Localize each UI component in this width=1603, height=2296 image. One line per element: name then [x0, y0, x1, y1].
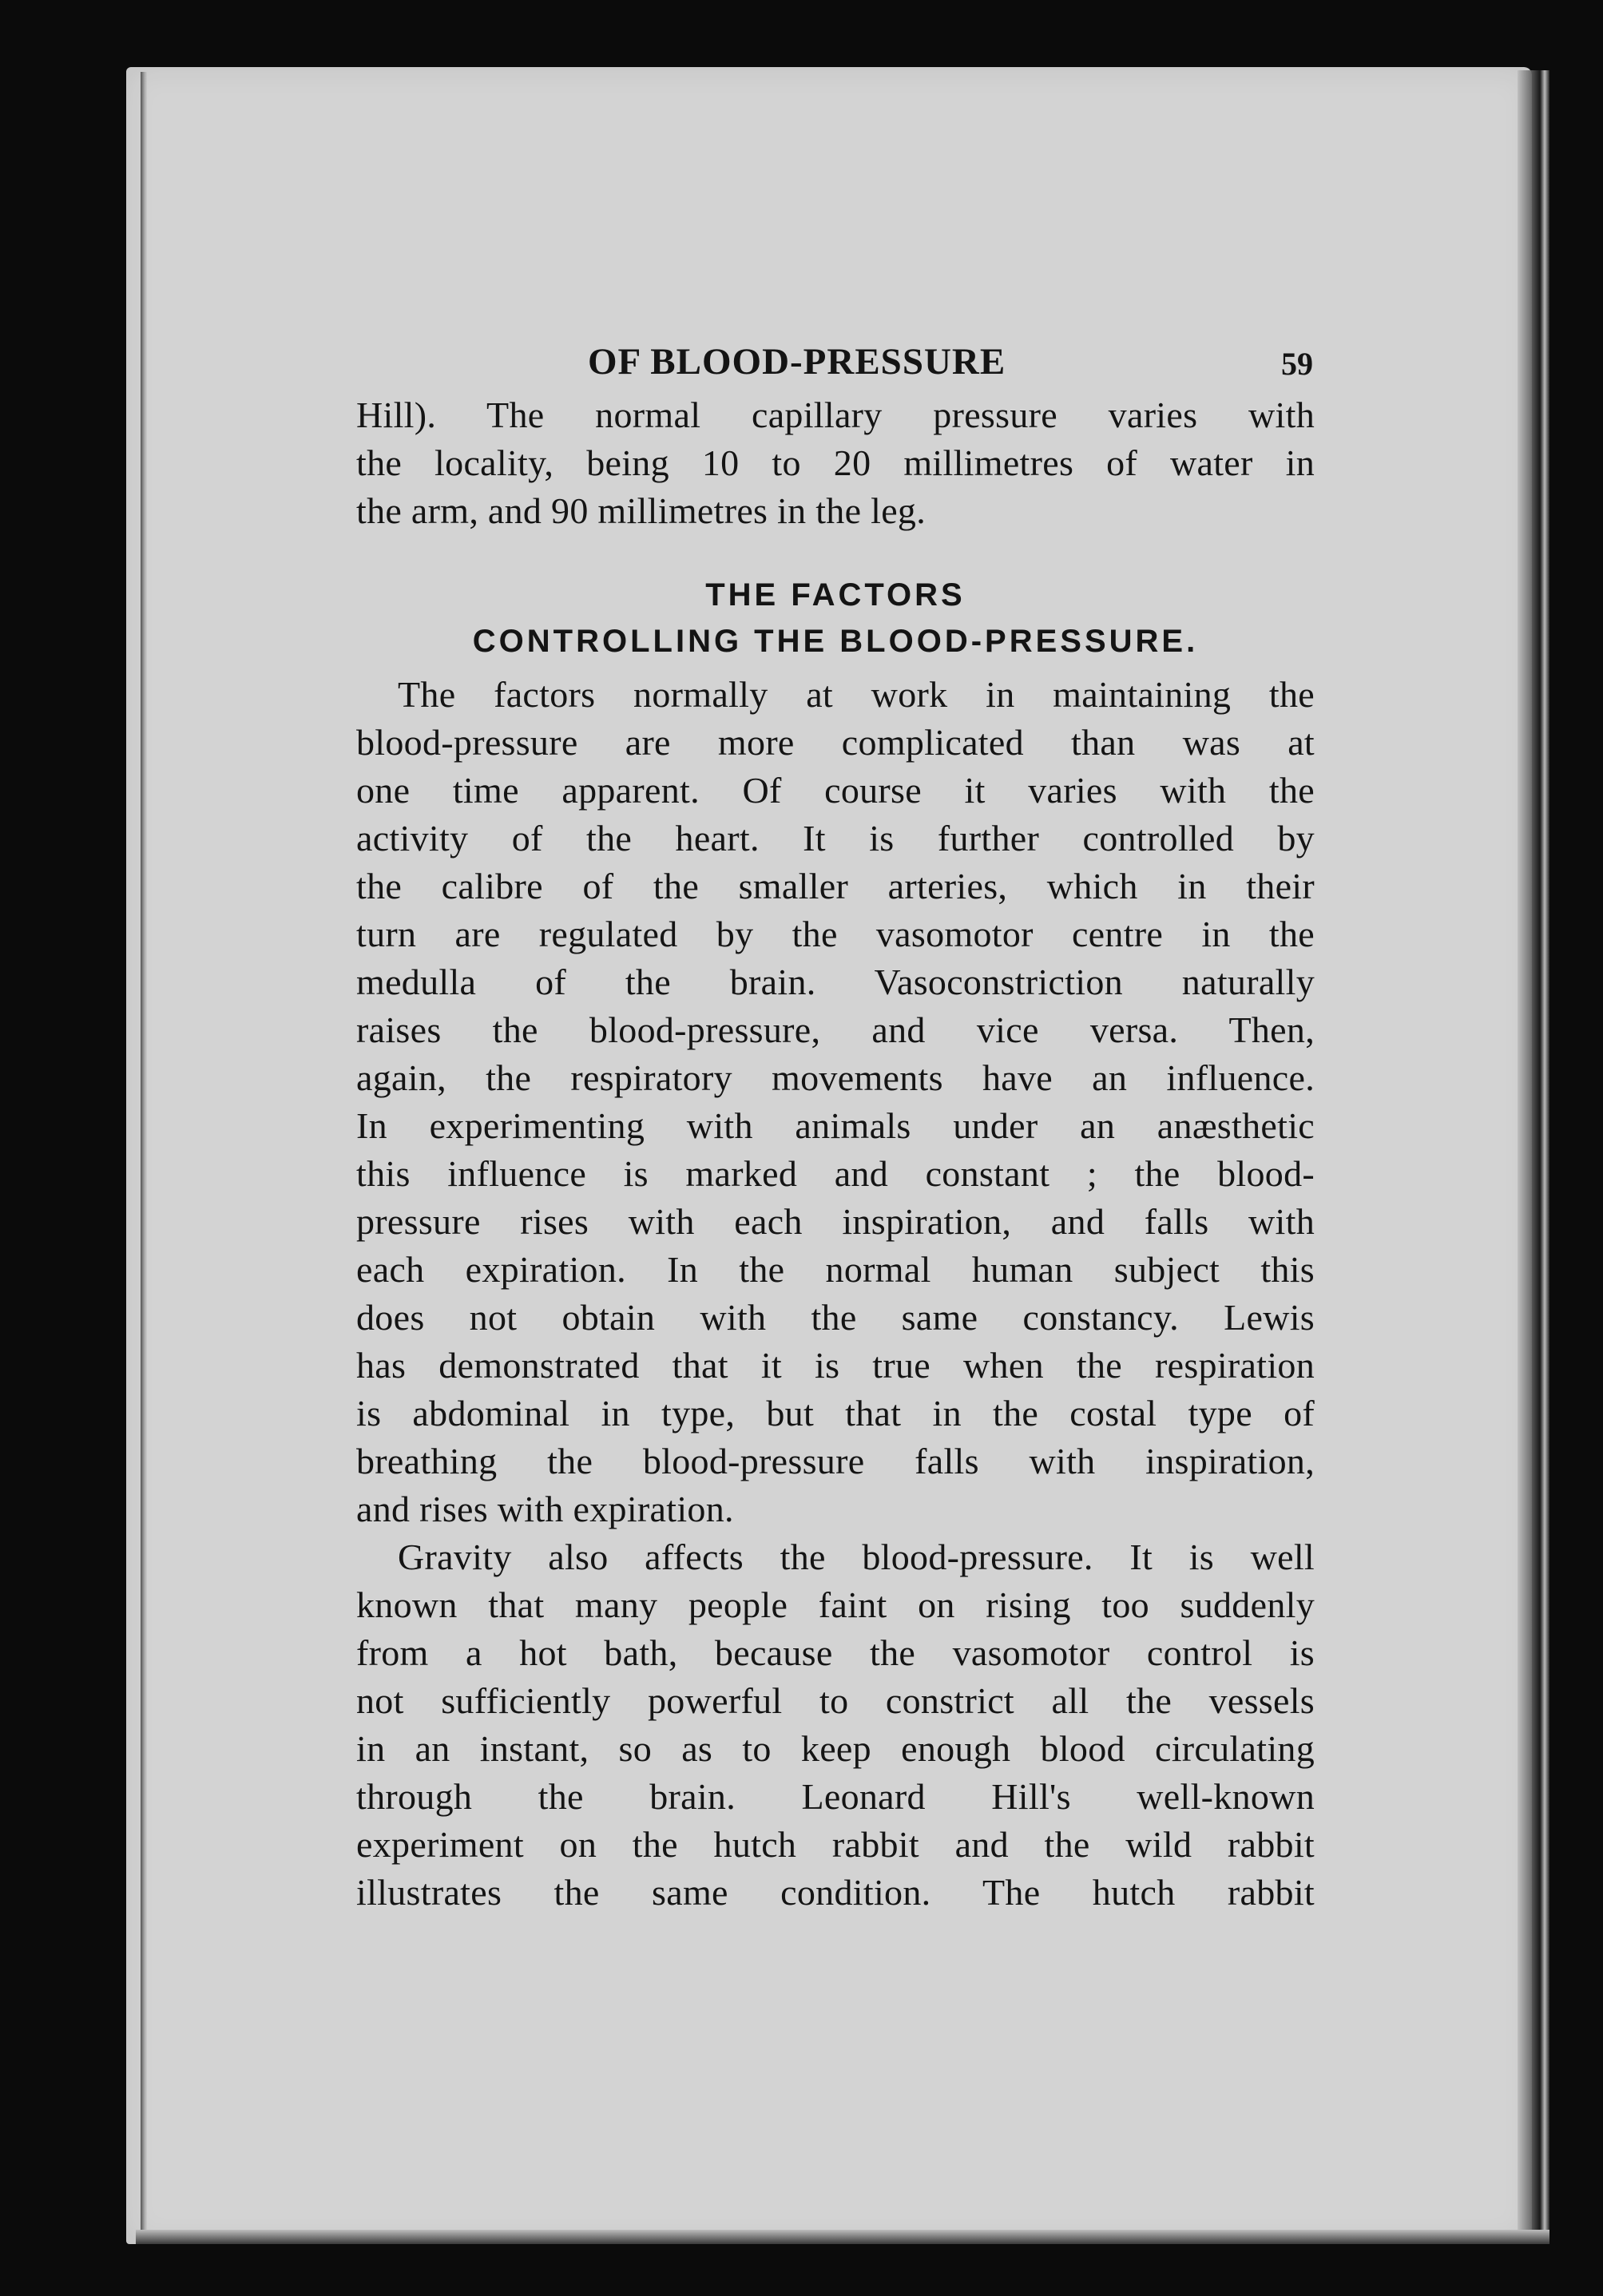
- text-line: illustrates the same condition. The hutch rabbit: [356, 1872, 1315, 1913]
- page-edge-right: [1518, 70, 1549, 2242]
- text-line: from a hot bath, because the vasomotor control is: [356, 1632, 1315, 1673]
- text-line: has demonstrated that it is true when the respiration: [356, 1345, 1315, 1386]
- binding-gutter: [141, 72, 147, 2236]
- text-line: pressure rises with each inspiration, and falls with: [356, 1201, 1315, 1242]
- text-line: again, the respiratory movements have an influence.: [356, 1057, 1315, 1098]
- text-line: the locality, being 10 to 20 millimetres of water in: [356, 442, 1315, 483]
- text-line: turn are regulated by the vasomotor centre in the: [356, 914, 1315, 954]
- paragraph-3: [356, 1533, 1315, 1917]
- text-line: raises the blood-pressure, and vice versa. Then,: [356, 1009, 1315, 1050]
- paragraph-2: [356, 671, 1315, 1533]
- text-line: the calibre of the smaller arteries, which in their: [356, 866, 1315, 906]
- text-line: this influence is marked and constant ; the blood-: [356, 1153, 1315, 1194]
- text-line: the arm, and 90 millimetres in the leg.: [356, 490, 926, 531]
- section-heading-line-1: THE FACTORS: [705, 577, 966, 613]
- running-head-title: OF BLOOD-PRESSURE: [588, 341, 1006, 383]
- section-heading: [356, 572, 1315, 664]
- paragraph-1: [356, 391, 1315, 535]
- text-line: The factors normally at work in maintaining the: [398, 674, 1315, 715]
- page-edge-bottom: [136, 2230, 1549, 2244]
- text-line: Gravity also affects the blood-pressure. It is well: [398, 1537, 1315, 1577]
- text-line: each expiration. In the normal human subject this: [356, 1249, 1315, 1290]
- section-heading-line-2: CONTROLLING THE BLOOD-PRESSURE.: [472, 624, 1199, 659]
- text-line: through the brain. Leonard Hill's well-known: [356, 1776, 1315, 1817]
- text-line: medulla of the brain. Vasoconstriction naturally: [356, 962, 1315, 1002]
- text-line: not sufficiently powerful to constrict all the vessels: [356, 1680, 1315, 1721]
- text-line: blood-pressure are more complicated than was at: [356, 722, 1315, 763]
- page-number: 59: [1281, 346, 1313, 382]
- text-line: In experimenting with animals under an anæsthetic: [356, 1105, 1315, 1146]
- page-text: [356, 335, 1315, 1917]
- text-line: known that many people faint on rising too suddenly: [356, 1584, 1315, 1625]
- text-line: activity of the heart. It is further controlled by: [356, 818, 1315, 859]
- text-line: experiment on the hutch rabbit and the wild rabbit: [356, 1824, 1315, 1865]
- text-line: Hill). The normal capillary pressure varies with: [356, 395, 1315, 435]
- text-line: in an instant, so as to keep enough blood circulating: [356, 1728, 1315, 1769]
- running-head: [356, 335, 1315, 391]
- text-line: is abdominal in type, but that in the costal type of: [356, 1393, 1315, 1434]
- text-line: one time apparent. Of course it varies with the: [356, 770, 1315, 811]
- text-line: and rises with expiration.: [356, 1489, 734, 1529]
- text-line: does not obtain with the same constancy. Lewis: [356, 1297, 1315, 1338]
- text-line: breathing the blood-pressure falls with inspiration,: [356, 1441, 1315, 1481]
